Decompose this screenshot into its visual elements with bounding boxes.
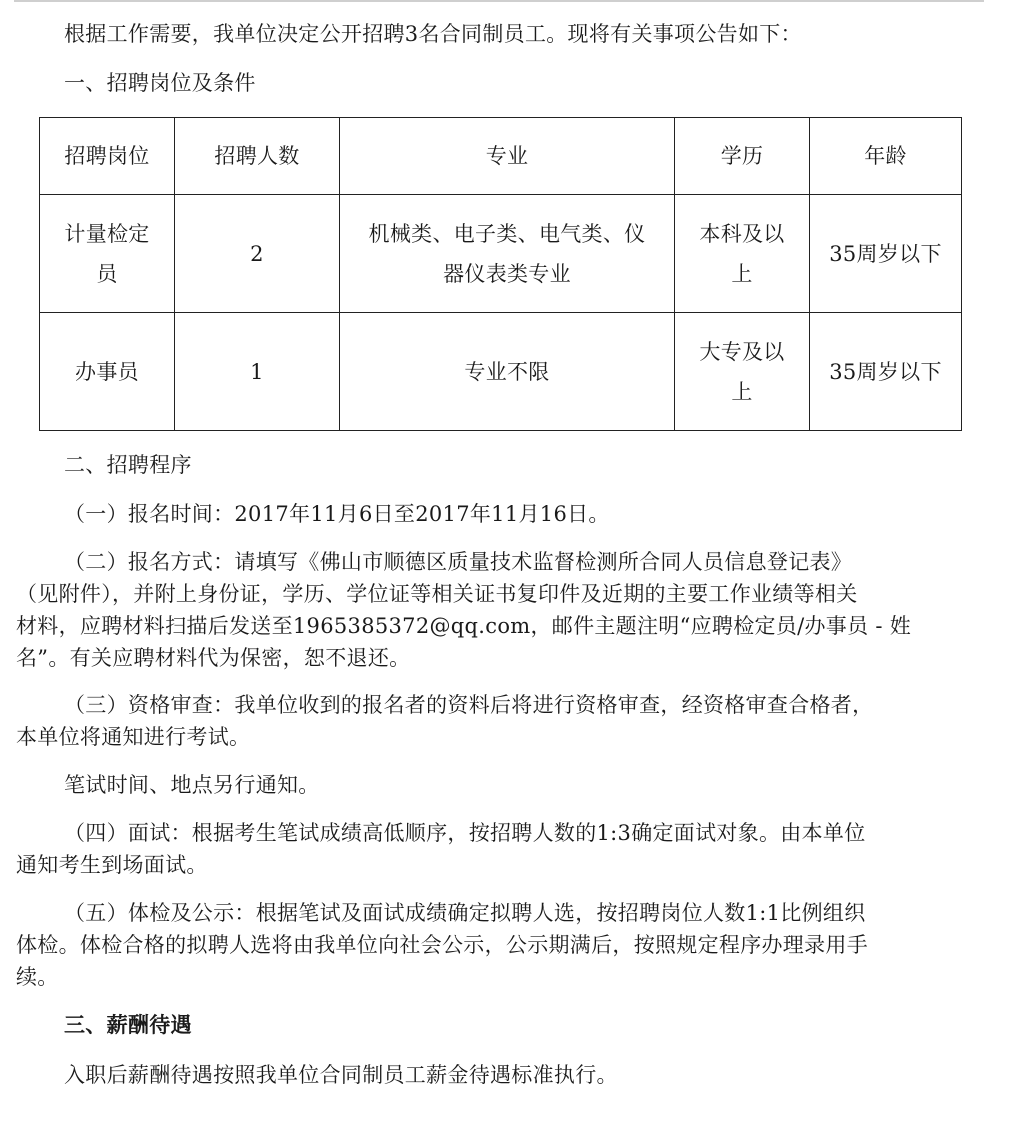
paragraph-line: 通知考生到场面试。 — [16, 853, 208, 877]
header-education: 学历 — [675, 118, 810, 195]
paragraph-line: （见附件），并附上身份证，学历、学位证等相关证书复印件及近期的主要工作业绩等相关 — [16, 582, 858, 606]
cell-major-line: 器仪表类专业 — [443, 261, 571, 286]
paragraph-line: （三）资格审查：我单位收到的报名者的资料后将进行资格审查，经资格审查合格者， — [64, 693, 874, 717]
header-position: 招聘岗位 — [40, 118, 175, 195]
paragraph-line: 名”。有关应聘材料代为保密，恕不退还。 — [16, 646, 411, 670]
paragraph-line: （二）报名方式：请填写《佛山市顺德区质量技术监督检测所合同人员信息登记表》 — [64, 550, 853, 574]
cell-position-line: 办事员 — [75, 359, 139, 384]
cell-count: 1 — [175, 313, 340, 431]
header-major: 专业 — [340, 118, 675, 195]
paragraph-line: 续。 — [16, 965, 59, 989]
registration-time-paragraph: （一）报名时间：2017年11月6日至2017年11月16日。 — [64, 502, 610, 526]
paragraph-line: （五）体检及公示：根据笔试及面试成绩确定拟聘人选，按招聘岗位人数1:1比例组织 — [64, 901, 866, 925]
table-row — [40, 313, 962, 431]
cell-major — [340, 195, 675, 313]
cell-education-line: 本科及以 — [699, 221, 785, 246]
cell-education — [675, 313, 810, 431]
cell-education — [675, 195, 810, 313]
paragraph-line: 体检。体检合格的拟聘人选将由我单位向社会公示，公示期满后，按照规定程序办理录用手 — [16, 933, 868, 957]
section-3-heading: 三、薪酬待遇 — [64, 1012, 192, 1037]
cell-education-line: 上 — [731, 379, 753, 404]
header-age: 年龄 — [810, 118, 962, 195]
cell-education-line: 大专及以 — [699, 339, 785, 364]
top-divider — [14, 0, 984, 2]
paragraph-line: （四）面试：根据考生笔试成绩高低顺序，按招聘人数的1:3确定面试对象。由本单位 — [64, 821, 866, 845]
section-2-heading: 二、招聘程序 — [64, 453, 192, 477]
cell-position — [40, 313, 175, 431]
header-count: 招聘人数 — [175, 118, 340, 195]
table-row — [40, 195, 962, 313]
cell-major-line: 机械类、电子类、电气类、仪 — [368, 221, 646, 246]
paragraph-line: 本单位将通知进行考试。 — [16, 725, 251, 749]
section-1-heading: 一、招聘岗位及条件 — [64, 71, 256, 95]
salary-paragraph: 入职后薪酬待遇按照我单位合同制员工薪金待遇标准执行。 — [64, 1063, 618, 1087]
cell-position-line: 员 — [96, 261, 118, 286]
cell-age: 35周岁以下 — [810, 195, 962, 313]
cell-education-line: 上 — [731, 261, 753, 286]
cell-count: 2 — [175, 195, 340, 313]
recruitment-table — [39, 117, 962, 431]
paragraph-line: 材料，应聘材料扫描后发送至1965385372@qq.com，邮件主题注明“应聘检定员/办事员 - 姓 — [16, 614, 912, 638]
cell-position — [40, 195, 175, 313]
cell-major-line: 专业不限 — [464, 359, 550, 384]
cell-major — [340, 313, 675, 431]
written-test-paragraph: 笔试时间、地点另行通知。 — [64, 773, 320, 797]
cell-age: 35周岁以下 — [810, 313, 962, 431]
cell-position-line: 计量检定 — [64, 221, 150, 246]
intro-paragraph: 根据工作需要，我单位决定公开招聘3名合同制员工。现将有关事项公告如下： — [64, 22, 802, 46]
table-header-row — [40, 118, 962, 195]
